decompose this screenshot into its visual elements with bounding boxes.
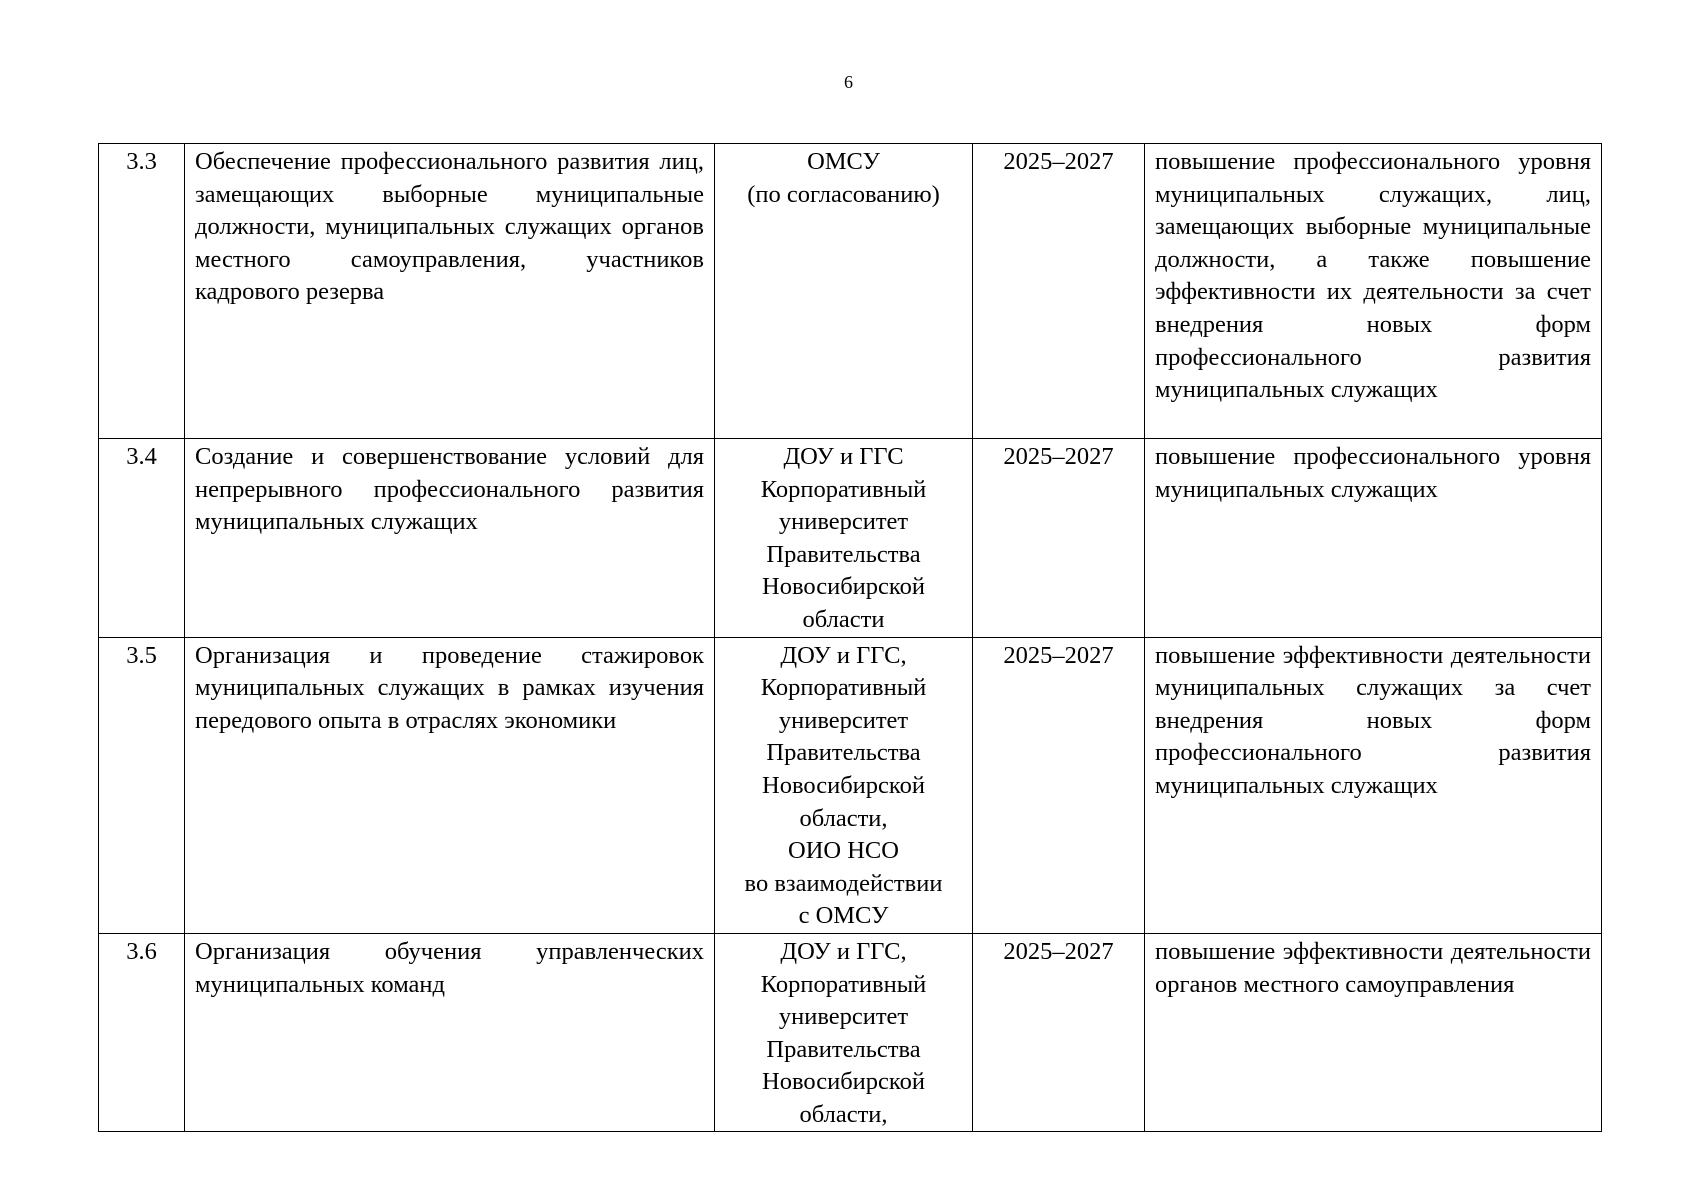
executor-line: области,: [799, 804, 888, 832]
executor-line: Корпоративный: [760, 970, 927, 998]
executor-line: Правительства: [766, 540, 921, 568]
executor-line: во взаимодействии: [744, 869, 943, 897]
executor-line: с ОМСУ: [798, 902, 889, 930]
executor: [715, 439, 973, 638]
item-number: 3.3: [99, 144, 185, 439]
executor-line: ДОУ и ГГС: [783, 443, 904, 470]
executor-line: Правительства: [766, 739, 921, 767]
item-number: 3.4: [99, 439, 185, 638]
event-description: Обеспечение профессионального развития лиц, замещающих выборные муниципальные должности, муниципальных служащих органов местного самоуправления, участников кадрового резерва: [185, 144, 715, 439]
executor-line: университет: [778, 508, 909, 536]
term: 2025–2027: [973, 144, 1145, 439]
table-row: [99, 637, 1602, 933]
executor-line: Новосибирской: [762, 1068, 925, 1096]
executor-line: Корпоративный: [760, 674, 927, 702]
executor: [715, 144, 973, 439]
event-description: Организация и проведение стажировок муниципальных служащих в рамках изучения передового опыта в отраслях экономики: [185, 637, 715, 933]
expected-result: повышение эффективности деятельности муниципальных служащих за счет внедрения новых форм профессионального развития муниципальных служащих: [1145, 637, 1602, 933]
term: 2025–2027: [973, 439, 1145, 638]
term: 2025–2027: [973, 933, 1145, 1132]
executor: [715, 933, 973, 1132]
executor-line: Корпоративный: [760, 475, 927, 503]
activities-table: [98, 143, 1602, 1132]
expected-result: повышение профессионального уровня муниципальных служащих: [1145, 439, 1602, 638]
executor-line: университет: [778, 1003, 909, 1031]
table-row: [99, 144, 1602, 439]
table-row: [99, 439, 1602, 638]
executor-line: Новосибирской: [762, 573, 925, 601]
executor-line: ОМСУ: [807, 148, 880, 175]
page-number: 6: [844, 72, 853, 92]
item-number: 3.5: [99, 637, 185, 933]
expected-result: повышение эффективности деятельности органов местного самоуправления: [1145, 933, 1602, 1132]
executor-line: области: [802, 605, 885, 633]
item-number: 3.6: [99, 933, 185, 1132]
executor-line: области,: [799, 1100, 888, 1128]
event-description: Создание и совершенствование условий для непрерывного профессионального развития муниципальных служащих: [185, 439, 715, 638]
executor-line: университет: [778, 706, 909, 734]
executor-line: Правительства: [766, 1035, 921, 1063]
term: 2025–2027: [973, 637, 1145, 933]
executor: [715, 637, 973, 933]
executor-line: ДОУ и ГГС,: [780, 641, 907, 669]
executor-line: (по согласованию): [747, 180, 940, 208]
executor-line: ОИО НСО: [788, 837, 899, 865]
executor-line: Новосибирской: [762, 771, 925, 799]
table-row: [99, 933, 1602, 1132]
executor-line: ДОУ и ГГС,: [780, 937, 907, 965]
expected-result: повышение профессионального уровня муниципальных служащих, лиц, замещающих выборные муниципальные должности, а также повышение эффективности их деятельности за счет внедрения новых форм профессионального развития муниципальных служащих: [1145, 144, 1602, 439]
event-description: Организация обучения управленческих муниципальных команд: [185, 933, 715, 1132]
